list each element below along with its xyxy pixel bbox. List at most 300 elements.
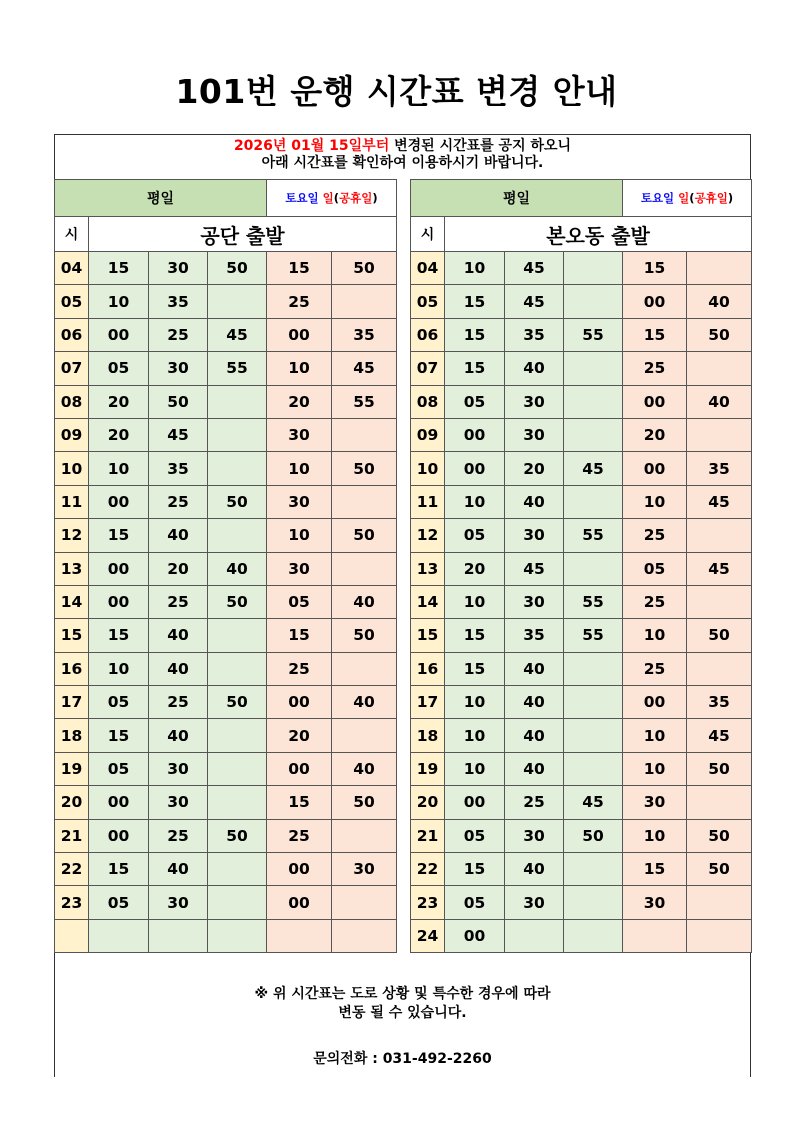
weekday-time-cell: 00	[445, 786, 505, 819]
timetable-row	[411, 652, 752, 685]
weekday-time-cell: 50	[208, 585, 267, 618]
weekday-time-cell: 45	[505, 252, 564, 285]
hour-cell: 12	[55, 519, 89, 552]
weekday-time-cell: 00	[89, 552, 149, 585]
weekend-time-cell: 40	[687, 285, 752, 318]
hour-column-header: 시	[411, 217, 445, 252]
weekday-time-cell	[208, 853, 267, 886]
right-timetable	[410, 179, 752, 953]
weekend-time-cell: 50	[687, 853, 752, 886]
weekday-time-cell: 15	[445, 652, 505, 685]
weekend-time-cell: 50	[332, 519, 397, 552]
timetable-row	[411, 752, 752, 785]
weekday-time-cell: 20	[505, 452, 564, 485]
weekday-time-cell: 00	[89, 819, 149, 852]
weekend-time-cell	[687, 652, 752, 685]
weekend-time-cell	[623, 919, 687, 952]
weekend-time-cell: 40	[332, 686, 397, 719]
notice-box	[54, 134, 751, 179]
hour-cell: 16	[55, 652, 89, 685]
weekday-time-cell: 05	[445, 819, 505, 852]
weekday-time-cell: 15	[445, 318, 505, 351]
weekday-time-cell: 40	[505, 485, 564, 518]
weekday-time-cell: 55	[564, 619, 623, 652]
weekend-time-cell: 10	[623, 719, 687, 752]
right-weekend-header: 토요일 일(공휴일)	[623, 180, 752, 217]
weekend-time-cell: 15	[267, 786, 332, 819]
weekday-time-cell	[89, 919, 149, 952]
weekday-time-cell: 30	[149, 752, 208, 785]
weekday-time-cell: 30	[505, 519, 564, 552]
sunday-label: 일	[318, 191, 334, 205]
weekend-time-cell: 45	[687, 552, 752, 585]
weekend-time-cell: 25	[267, 285, 332, 318]
hour-cell: 24	[411, 919, 445, 952]
notice-line-1	[54, 138, 751, 155]
weekend-time-cell: 35	[687, 452, 752, 485]
weekday-time-cell	[208, 652, 267, 685]
timetable-row	[411, 719, 752, 752]
page-title: 101번 운행 시간표 변경 안내	[175, 72, 618, 111]
hour-cell: 18	[411, 719, 445, 752]
hour-cell: 20	[411, 786, 445, 819]
hour-column-header: 시	[55, 217, 89, 252]
hour-cell: 13	[55, 552, 89, 585]
weekend-time-cell: 00	[623, 452, 687, 485]
weekend-time-cell: 15	[267, 619, 332, 652]
weekday-time-cell: 30	[149, 352, 208, 385]
weekday-time-cell	[208, 719, 267, 752]
weekday-time-cell: 35	[505, 619, 564, 652]
hour-cell: 23	[411, 886, 445, 919]
weekend-time-cell	[332, 652, 397, 685]
weekend-time-cell: 10	[267, 519, 332, 552]
weekday-time-cell: 10	[89, 452, 149, 485]
weekday-time-cell: 40	[505, 352, 564, 385]
weekday-time-cell: 25	[505, 786, 564, 819]
timetable-row	[411, 686, 752, 719]
weekday-time-cell: 25	[149, 585, 208, 618]
weekend-time-cell: 50	[687, 318, 752, 351]
weekday-time-cell	[564, 352, 623, 385]
weekday-time-cell: 40	[505, 652, 564, 685]
weekday-time-cell	[208, 285, 267, 318]
hour-cell: 11	[55, 485, 89, 518]
timetable-row	[411, 519, 752, 552]
weekend-time-cell: 25	[623, 652, 687, 685]
weekday-time-cell: 45	[564, 452, 623, 485]
hour-cell: 15	[411, 619, 445, 652]
weekday-time-cell: 30	[505, 418, 564, 451]
right-timetable-body	[411, 252, 752, 953]
weekend-time-cell: 45	[687, 485, 752, 518]
weekday-time-cell	[208, 418, 267, 451]
weekend-time-cell: 20	[267, 385, 332, 418]
weekday-time-cell: 40	[149, 719, 208, 752]
weekday-time-cell: 20	[445, 552, 505, 585]
weekday-time-cell: 50	[208, 485, 267, 518]
weekday-time-cell	[208, 385, 267, 418]
hour-cell: 15	[55, 619, 89, 652]
weekend-time-cell: 00	[623, 385, 687, 418]
weekday-time-cell: 40	[149, 853, 208, 886]
weekday-time-cell: 55	[208, 352, 267, 385]
hour-cell: 19	[55, 752, 89, 785]
weekend-time-cell: 10	[623, 619, 687, 652]
weekend-time-cell: 30	[267, 552, 332, 585]
timetable-row	[55, 619, 397, 652]
weekend-time-cell: 10	[267, 452, 332, 485]
weekday-time-cell: 35	[149, 285, 208, 318]
hour-cell: 08	[411, 385, 445, 418]
weekday-time-cell: 05	[89, 352, 149, 385]
right-weekday-header: 평일	[411, 180, 623, 217]
hour-cell: 07	[411, 352, 445, 385]
weekday-time-cell: 00	[89, 318, 149, 351]
weekday-time-cell: 40	[505, 853, 564, 886]
weekday-time-cell	[564, 285, 623, 318]
weekday-time-cell: 45	[505, 285, 564, 318]
holiday-label: 공휴일	[339, 191, 373, 205]
weekday-time-cell: 30	[505, 886, 564, 919]
weekend-time-cell: 00	[267, 318, 332, 351]
timetable-row	[55, 819, 397, 852]
weekend-time-cell: 05	[267, 585, 332, 618]
weekday-time-cell	[564, 552, 623, 585]
weekday-time-cell: 15	[89, 619, 149, 652]
weekday-time-cell: 15	[89, 719, 149, 752]
timetable-row	[55, 786, 397, 819]
weekday-time-cell	[564, 485, 623, 518]
weekend-time-cell	[687, 352, 752, 385]
hour-cell	[55, 919, 89, 952]
weekend-time-cell: 50	[687, 819, 752, 852]
hour-cell: 14	[411, 585, 445, 618]
weekday-time-cell: 15	[89, 853, 149, 886]
weekend-time-cell: 25	[623, 585, 687, 618]
hour-cell: 23	[55, 886, 89, 919]
weekday-time-cell: 10	[445, 752, 505, 785]
left-departure-title: 공단 출발	[89, 217, 397, 252]
hour-cell: 21	[55, 819, 89, 852]
timetable-row	[411, 452, 752, 485]
timetable-row	[55, 285, 397, 318]
hour-cell: 22	[411, 853, 445, 886]
weekend-time-cell: 50	[687, 752, 752, 785]
weekday-time-cell: 15	[445, 619, 505, 652]
weekday-time-cell	[149, 919, 208, 952]
weekend-time-cell	[687, 585, 752, 618]
weekday-time-cell: 00	[89, 585, 149, 618]
weekend-time-cell: 35	[332, 318, 397, 351]
hour-cell: 17	[411, 686, 445, 719]
weekday-time-cell	[208, 519, 267, 552]
weekday-time-cell: 45	[564, 786, 623, 819]
left-weekend-header: 토요일 일(공휴일)	[267, 180, 397, 217]
weekday-time-cell: 20	[89, 418, 149, 451]
weekday-time-cell	[208, 452, 267, 485]
weekday-time-cell	[505, 919, 564, 952]
hour-cell: 20	[55, 786, 89, 819]
weekday-time-cell: 50	[208, 686, 267, 719]
hour-cell: 13	[411, 552, 445, 585]
weekend-time-cell: 10	[623, 752, 687, 785]
weekday-time-cell: 45	[505, 552, 564, 585]
left-timetable	[54, 179, 397, 953]
weekday-time-cell: 10	[445, 485, 505, 518]
weekday-time-cell: 45	[208, 318, 267, 351]
weekday-time-cell: 05	[89, 886, 149, 919]
weekday-time-cell: 00	[445, 919, 505, 952]
weekday-time-cell: 40	[505, 752, 564, 785]
saturday-label: 토요일	[285, 191, 319, 205]
weekend-time-cell: 45	[687, 719, 752, 752]
hour-cell: 19	[411, 752, 445, 785]
left-timetable-body	[55, 252, 397, 953]
hour-cell: 04	[411, 252, 445, 285]
weekend-time-cell: 55	[332, 385, 397, 418]
weekend-time-cell	[687, 886, 752, 919]
weekday-time-cell: 50	[208, 252, 267, 285]
weekend-time-cell: 30	[267, 485, 332, 518]
timetable-row	[55, 452, 397, 485]
weekday-time-cell: 00	[89, 786, 149, 819]
weekend-time-cell	[332, 719, 397, 752]
timetable-row	[411, 418, 752, 451]
hour-cell: 21	[411, 819, 445, 852]
weekday-time-cell	[564, 686, 623, 719]
weekend-time-cell: 35	[687, 686, 752, 719]
weekday-time-cell: 30	[505, 585, 564, 618]
weekday-time-cell: 30	[149, 886, 208, 919]
weekday-time-cell: 30	[505, 385, 564, 418]
weekday-time-cell: 50	[564, 819, 623, 852]
weekend-time-cell: 40	[332, 752, 397, 785]
weekday-time-cell: 20	[89, 385, 149, 418]
weekday-time-cell: 30	[149, 252, 208, 285]
weekend-time-cell: 00	[623, 686, 687, 719]
weekend-time-cell	[332, 285, 397, 318]
weekday-time-cell: 50	[149, 385, 208, 418]
timetable-row	[55, 752, 397, 785]
hour-cell: 09	[411, 418, 445, 451]
timetable-row	[55, 919, 397, 952]
weekend-time-cell: 10	[623, 819, 687, 852]
weekday-time-cell: 25	[149, 318, 208, 351]
weekend-time-cell: 00	[267, 853, 332, 886]
weekday-time-cell: 10	[445, 686, 505, 719]
timetable-row	[411, 919, 752, 952]
weekend-time-cell: 30	[623, 786, 687, 819]
weekday-time-cell: 05	[445, 385, 505, 418]
footer-line-1: ※ 위 시간표는 도로 상황 및 특수한 경우에 따라	[254, 986, 551, 1002]
weekday-time-cell: 10	[445, 585, 505, 618]
weekend-time-cell	[332, 919, 397, 952]
weekday-time-cell: 40	[149, 652, 208, 685]
timetable-row	[411, 585, 752, 618]
weekend-time-cell	[332, 485, 397, 518]
weekend-time-cell: 00	[267, 886, 332, 919]
weekday-time-cell: 00	[445, 418, 505, 451]
timetable-row	[55, 719, 397, 752]
weekend-time-cell	[687, 519, 752, 552]
weekend-time-cell: 30	[332, 853, 397, 886]
timetable-row	[55, 385, 397, 418]
weekday-time-cell	[208, 886, 267, 919]
weekday-time-cell: 40	[149, 619, 208, 652]
weekend-time-cell: 25	[623, 352, 687, 385]
weekday-time-cell: 40	[149, 519, 208, 552]
effective-date: 2026년 01월 15일부터	[233, 138, 390, 154]
weekend-time-cell	[687, 786, 752, 819]
weekday-time-cell: 15	[445, 285, 505, 318]
hour-cell: 05	[55, 285, 89, 318]
weekday-time-cell: 05	[445, 886, 505, 919]
hour-cell: 17	[55, 686, 89, 719]
timetable-row	[411, 552, 752, 585]
hour-cell: 04	[55, 252, 89, 285]
weekend-time-cell	[332, 819, 397, 852]
weekend-time-cell: 30	[623, 886, 687, 919]
timetable-row	[55, 652, 397, 685]
weekday-time-cell	[564, 752, 623, 785]
hour-cell: 10	[55, 452, 89, 485]
weekday-time-cell: 05	[445, 519, 505, 552]
weekday-time-cell: 05	[89, 752, 149, 785]
weekday-time-cell: 25	[149, 686, 208, 719]
weekend-time-cell: 25	[267, 819, 332, 852]
timetable-row	[411, 318, 752, 351]
weekday-time-cell	[208, 619, 267, 652]
weekend-time-cell: 50	[687, 619, 752, 652]
saturday-label: 토요일	[640, 191, 675, 205]
weekday-time-cell: 10	[445, 252, 505, 285]
weekday-time-cell: 15	[89, 519, 149, 552]
hour-cell: 11	[411, 485, 445, 518]
notice-line-2: 아래 시간표를 확인하여 이용하시기 바랍니다.	[261, 155, 544, 171]
weekend-time-cell	[332, 418, 397, 451]
timetable-row	[411, 385, 752, 418]
weekend-time-cell	[332, 552, 397, 585]
hour-cell: 06	[55, 318, 89, 351]
timetable-row	[411, 352, 752, 385]
timetable-row	[411, 853, 752, 886]
footer-line-2: 변동 될 수 있습니다.	[338, 1005, 467, 1021]
weekend-time-cell: 00	[267, 686, 332, 719]
weekend-time-cell: 50	[332, 786, 397, 819]
timetable-row	[55, 352, 397, 385]
contact-phone: 문의전화 : 031-492-2260	[313, 1051, 492, 1067]
weekend-time-cell: 15	[623, 252, 687, 285]
timetable-row	[411, 619, 752, 652]
weekend-time-cell: 05	[623, 552, 687, 585]
weekday-time-cell: 00	[89, 485, 149, 518]
weekend-time-cell	[267, 919, 332, 952]
weekday-time-cell: 30	[505, 819, 564, 852]
weekend-time-cell: 40	[687, 385, 752, 418]
weekend-time-cell	[687, 252, 752, 285]
weekend-time-cell: 40	[332, 585, 397, 618]
weekend-time-cell: 25	[267, 652, 332, 685]
weekday-time-cell: 20	[149, 552, 208, 585]
weekday-time-cell	[564, 385, 623, 418]
weekday-time-cell: 10	[445, 719, 505, 752]
weekend-time-cell: 00	[267, 752, 332, 785]
weekend-time-cell: 45	[332, 352, 397, 385]
weekday-time-cell: 15	[445, 853, 505, 886]
weekend-time-cell: 30	[267, 418, 332, 451]
weekday-time-cell: 30	[149, 786, 208, 819]
weekend-time-cell: 15	[267, 252, 332, 285]
left-weekday-header: 평일	[55, 180, 267, 217]
timetable-row	[55, 552, 397, 585]
weekday-time-cell: 15	[89, 252, 149, 285]
timetable-row	[411, 819, 752, 852]
weekend-time-cell: 20	[267, 719, 332, 752]
weekday-time-cell: 55	[564, 585, 623, 618]
hour-cell: 18	[55, 719, 89, 752]
weekday-time-cell: 05	[89, 686, 149, 719]
notice-line-1-text: 변경된 시간표를 공지 하오니	[389, 138, 572, 154]
weekday-time-cell	[208, 786, 267, 819]
timetable-row	[55, 519, 397, 552]
timetable-row	[411, 886, 752, 919]
timetable-row	[55, 418, 397, 451]
weekend-time-cell: 25	[623, 519, 687, 552]
hour-cell: 10	[411, 452, 445, 485]
weekend-time-cell: 00	[623, 285, 687, 318]
weekend-time-cell: 10	[267, 352, 332, 385]
weekday-time-cell: 10	[89, 652, 149, 685]
weekday-time-cell	[564, 252, 623, 285]
timetable-row	[55, 886, 397, 919]
weekend-time-cell	[687, 919, 752, 952]
weekday-time-cell: 15	[445, 352, 505, 385]
timetable-row	[55, 485, 397, 518]
weekend-time-cell: 50	[332, 252, 397, 285]
weekend-time-cell	[687, 418, 752, 451]
timetable-row	[55, 585, 397, 618]
timetable-row	[411, 485, 752, 518]
weekday-time-cell: 10	[89, 285, 149, 318]
weekday-time-cell: 25	[149, 485, 208, 518]
hour-cell: 16	[411, 652, 445, 685]
hour-cell: 09	[55, 418, 89, 451]
weekend-time-cell	[332, 886, 397, 919]
timetable-row	[55, 686, 397, 719]
hour-cell: 06	[411, 318, 445, 351]
weekday-time-cell	[564, 919, 623, 952]
weekend-time-cell: 15	[623, 318, 687, 351]
weekday-time-cell: 35	[149, 452, 208, 485]
right-departure-title: 본오동 출발	[445, 217, 752, 252]
timetable-row	[55, 318, 397, 351]
weekday-time-cell: 55	[564, 519, 623, 552]
hour-cell: 14	[55, 585, 89, 618]
weekday-time-cell	[208, 752, 267, 785]
hour-cell: 07	[55, 352, 89, 385]
weekday-time-cell	[564, 418, 623, 451]
weekday-time-cell: 40	[505, 719, 564, 752]
hour-cell: 12	[411, 519, 445, 552]
weekend-time-cell: 15	[623, 853, 687, 886]
sunday-label: 일	[674, 191, 690, 205]
hour-cell: 08	[55, 385, 89, 418]
weekday-time-cell: 40	[208, 552, 267, 585]
weekday-time-cell	[564, 886, 623, 919]
weekday-time-cell	[564, 853, 623, 886]
weekday-time-cell: 40	[505, 686, 564, 719]
